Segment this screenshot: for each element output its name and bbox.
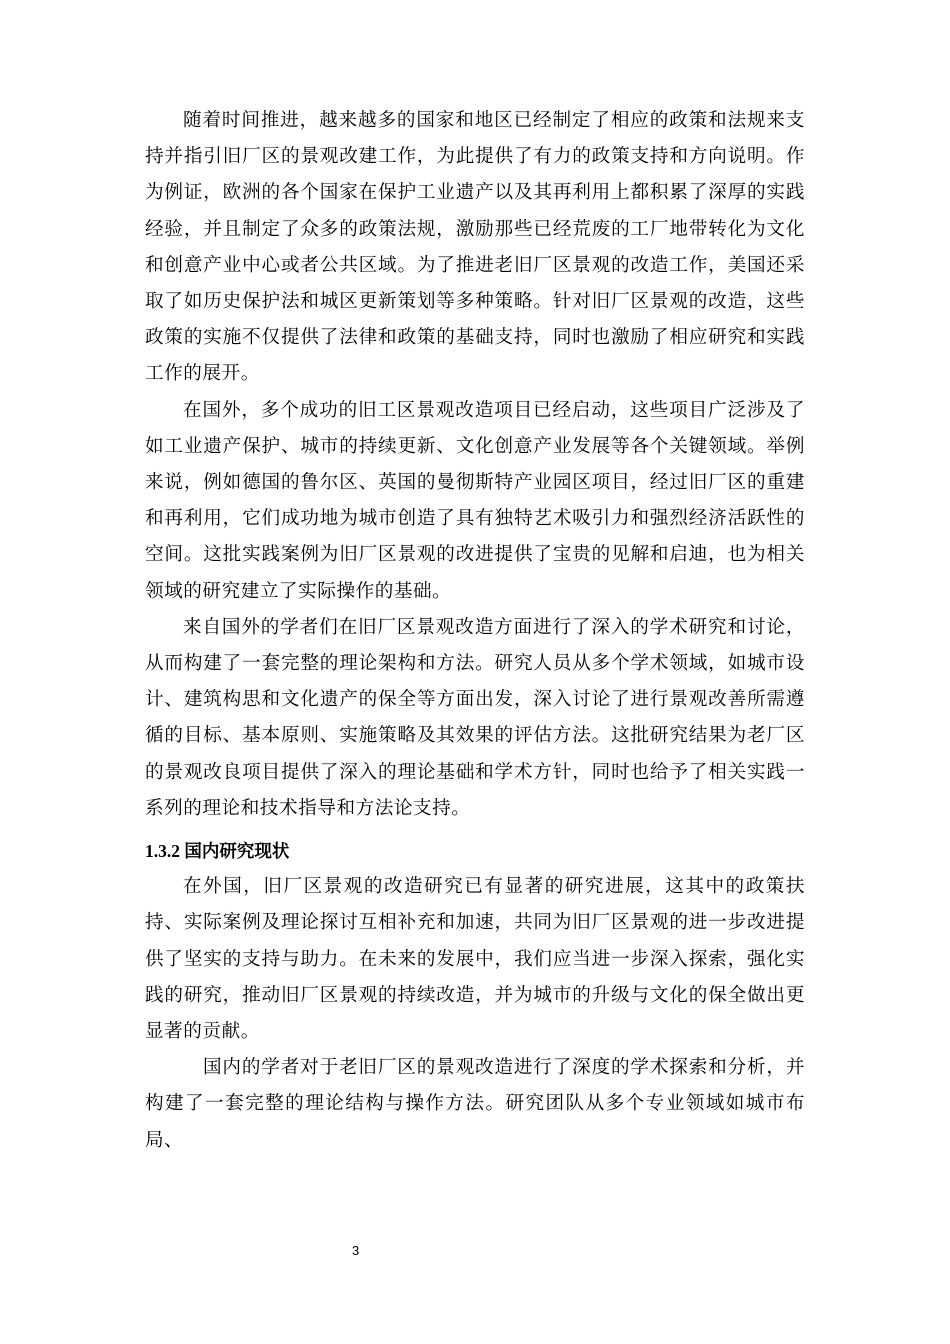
- paragraph-research-progress: 在外国，旧厂区景观的改造研究已有显著的研究进展，这其中的政策扶持、实际案例及理论探讨互相补充和加速，共同为旧厂区景观的进一步改进提供了坚实的支持与助力。在未来的发展中，我们应当进一步深入探索，强化实践的研究，推动旧厂区景观的持续改造，并为城市的升级与文化的保全做出更显著的贡献。: [145, 876, 805, 1043]
- paragraph-domestic-scholars: 国内的学者对于老旧厂区的景观改造进行了深度的学术探索和分析，并构建了一套完整的理论结构与操作方法。研究团队从多个专业领域如城市布局、: [145, 1057, 805, 1151]
- paragraph-foreign-projects: 在国外，多个成功的旧工区景观改造项目已经启动，这些项目广泛涉及了如工业遗产保护、城市的持续更新、文化创意产业发展等各个关键领域。举例来说，例如德国的鲁尔区、英国的曼彻斯特产业园区项目，经过旧厂区的重建和再利用，它们成功地为城市创造了具有独特艺术吸引力和强烈经济活跃性的空间。这批实践案例为旧厂区景观的改进提供了宝贵的见解和启迪，也为相关领域的研究建立了实际操作的基础。: [145, 399, 805, 602]
- page-content: [145, 103, 805, 1159]
- paragraph-foreign-scholars: 来自国外的学者们在旧厂区景观改造方面进行了深入的学术研究和讨论，从而构建了一套完整的理论架构和方法。研究人员从多个学术领域，如城市设计、建筑构思和文化遗产的保全等方面出发，深入讨论了进行景观改善所需遵循的目标、基本原则、实施策略及其效果的评估方法。这批研究结果为老厂区的景观改良项目提供了深入的理论基础和学术方针，同时也给予了相关实践一系列的理论和技术指导和方法论支持。: [145, 616, 805, 819]
- page-number: 3: [352, 1243, 360, 1258]
- paragraph-policy-support: 随着时间推进，越来越多的国家和地区已经制定了相应的政策和法规来支持并指引旧厂区的景观改建工作，为此提供了有力的政策支持和方向说明。作为例证，欧洲的各个国家在保护工业遗产以及其再利用上都积累了深厚的实践经验，并且制定了众多的政策法规，激励那些已经荒废的工厂地带转化为文化和创意产业中心或者公共区域。为了推进老旧厂区景观的改造工作，美国还采取了如历史保护法和城区更新策划等多种策略。针对旧厂区景观的改造，这些政策的实施不仅提供了法律和政策的基础支持，同时也激励了相应研究和实践工作的展开。: [145, 110, 805, 385]
- section-heading: 1.3.2 国内研究现状: [145, 841, 290, 862]
